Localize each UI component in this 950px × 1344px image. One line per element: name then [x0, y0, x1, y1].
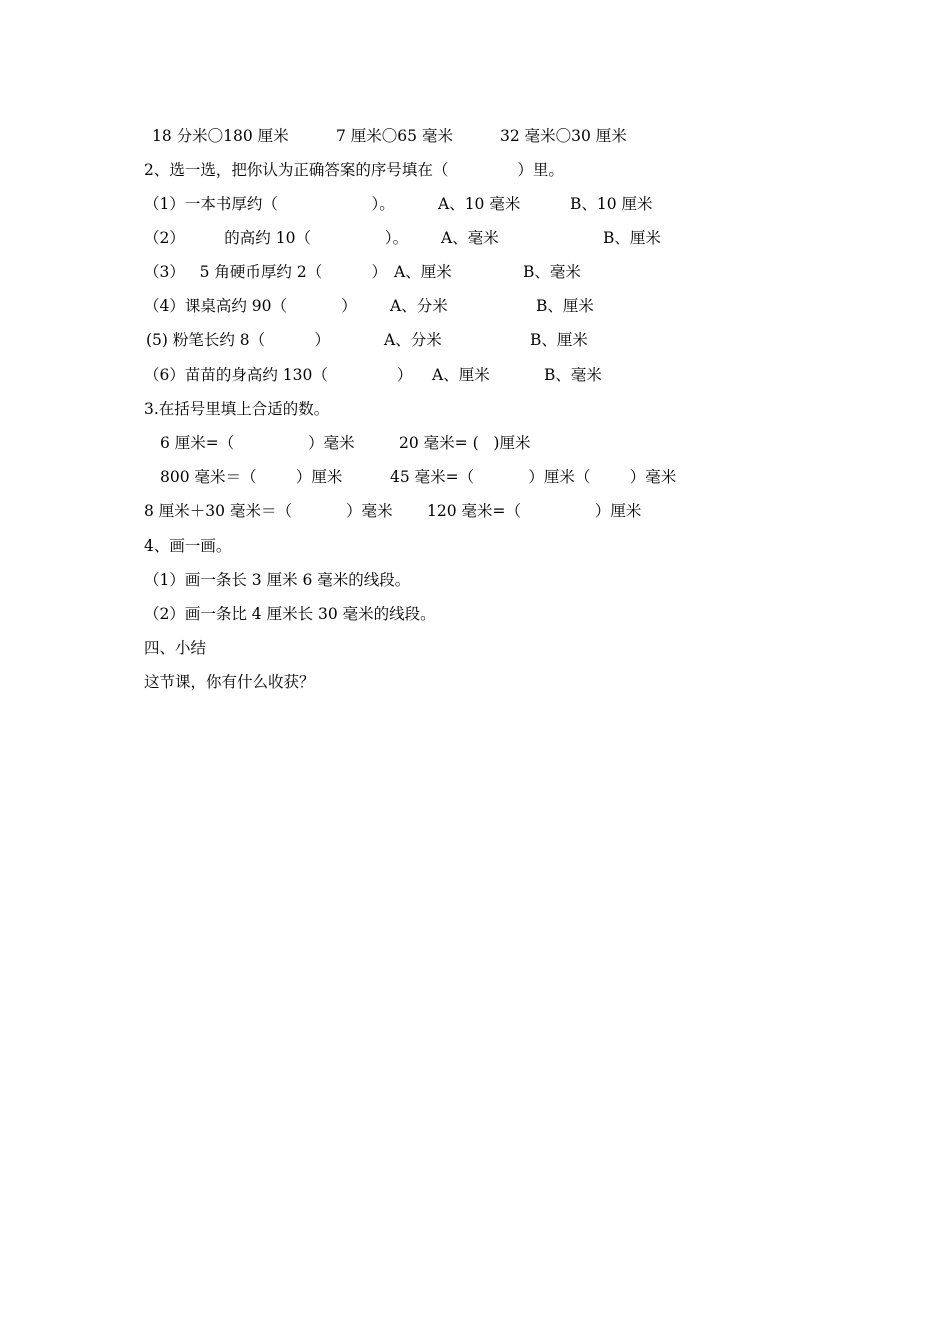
compare-row	[152, 124, 852, 148]
conversion-item: 8 厘米＋30 毫米＝（ ）毫米	[144, 502, 393, 520]
section4-heading-text: 4、画一画。	[144, 537, 232, 555]
summary-question	[144, 670, 844, 694]
option-b: B、厘米	[603, 229, 661, 247]
conversion-row-3	[144, 499, 844, 523]
draw-task-text: （2）画一条比 4 厘米长 30 毫米的线段。	[144, 605, 436, 623]
option-b: B、厘米	[536, 297, 594, 315]
option-a: A、厘米	[432, 366, 490, 384]
option-b: B、毫米	[523, 263, 581, 281]
section3-heading	[144, 397, 844, 421]
option-b: B、10 厘米	[570, 195, 653, 213]
section3-heading-text: 3.在括号里填上合适的数。	[144, 400, 330, 418]
summary-heading	[144, 636, 844, 660]
draw-task-2	[144, 602, 844, 626]
compare-item-3: 32 毫米〇30 厘米	[500, 127, 627, 145]
question-stem: （1）一本书厚约（ ）。	[144, 195, 395, 213]
option-a: A、毫米	[441, 229, 499, 247]
option-a: A、厘米	[394, 263, 452, 281]
choice-question-3	[144, 260, 844, 284]
option-a: A、分米	[384, 331, 442, 349]
draw-task-1	[144, 568, 844, 592]
choice-question-5	[146, 328, 846, 352]
compare-item-2: 7 厘米〇65 毫米	[336, 127, 453, 145]
question-stem: （6）苗苗的身高约 130（ ）	[144, 366, 413, 384]
question-stem: (5) 粉笔长约 8（ ）	[146, 331, 330, 349]
choice-question-4	[144, 294, 844, 318]
conversion-row-1	[160, 431, 860, 455]
question-stem: （3） 5 角硬币厚约 2（ ）	[144, 263, 387, 281]
question-stem: （4）课桌高约 90（ ）	[144, 297, 357, 315]
summary-question-text: 这节课，你有什么收获？	[144, 673, 315, 691]
question-stem: （2） 的高约 10（ ）。	[144, 229, 409, 247]
compare-item-1: 18 分米〇180 厘米	[152, 127, 289, 145]
conversion-item: 45 毫米=（ ）厘米（ ）毫米	[390, 468, 677, 486]
section2-heading	[144, 158, 844, 182]
option-a: A、10 毫米	[438, 195, 521, 213]
option-b: B、厘米	[530, 331, 588, 349]
section4-heading	[144, 534, 844, 558]
conversion-row-2	[160, 465, 860, 489]
conversion-item: 120 毫米=（ ）厘米	[427, 502, 642, 520]
choice-question-6	[144, 363, 844, 387]
option-b: B、毫米	[544, 366, 602, 384]
summary-heading-text: 四、小结	[144, 639, 207, 657]
choice-question-2	[144, 226, 844, 250]
conversion-item: 20 毫米= ( )厘米	[399, 434, 531, 452]
section2-heading-text: 2、选一选，把你认为正确答案的序号填在（ ）里。	[144, 161, 564, 179]
choice-question-1	[144, 192, 844, 216]
conversion-item: 800 毫米＝（ ）厘米	[160, 468, 343, 486]
conversion-item: 6 厘米=（ ）毫米	[160, 434, 355, 452]
draw-task-text: （1）画一条长 3 厘米 6 毫米的线段。	[144, 571, 411, 589]
option-a: A、分米	[390, 297, 448, 315]
